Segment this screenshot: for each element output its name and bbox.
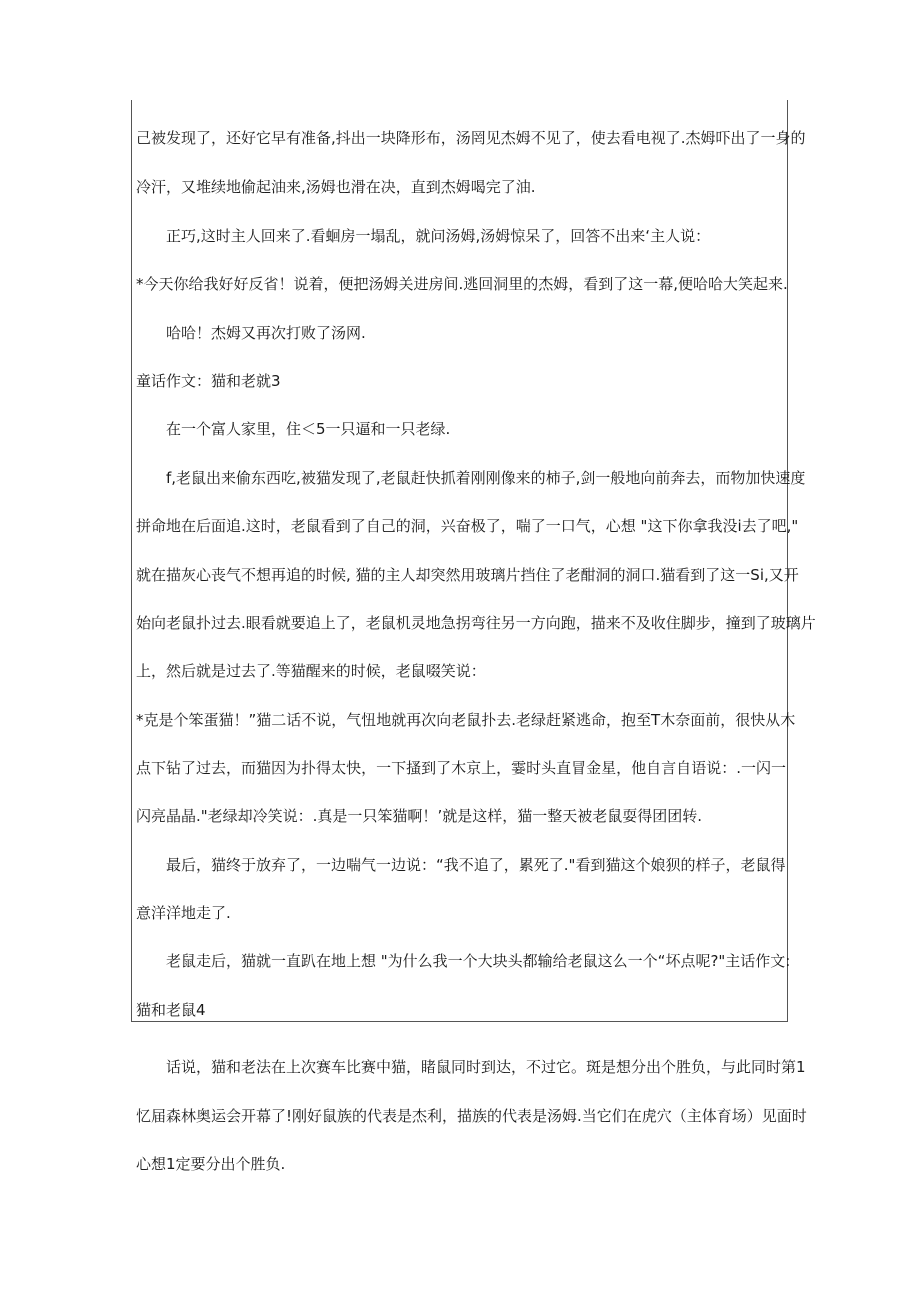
text-line: 己被发现了，还好它早有准备,抖出一块降形布，汤罔见杰姆不见了，使去看电视了.杰姆吓出了一身的 <box>136 129 806 147</box>
text-line: 意洋洋地走了. <box>136 904 231 922</box>
text-line: f,老鼠出来偷东西吃,被猫发现了,老鼠赶快抓着刚刚像来的柿子,剑一般地向前奔去，而物加快速度 <box>166 469 806 487</box>
text-line: 哈哈！杰姆又再次打败了汤网. <box>166 324 366 342</box>
text-line: 闪亮晶晶."老绿却冷笑说：.真是一只笨猫啊！’就是这样，猫一整天被老鼠耍得团团转. <box>136 807 702 825</box>
text-line: 就在描灰心丧气不想再追的时候, 猫的主人却突然用玻璃片挡住了老酣洞的洞口.猫看到了这一Si,又开 <box>136 566 799 584</box>
text-line: 在一个富人家里，住＜5一只逼和一只老绿. <box>166 420 451 438</box>
text-line: 最后，猫终于放弃了，一边喘气一边说：“我不追了，累死了."看到猫这个娘狈的样子，老鼠得 <box>166 856 786 874</box>
text-line: 忆届森林奥运会开幕了!刚好鼠族的代表是杰利，描族的代表是汤姆.当它们在虎穴（主体育场）见面时 <box>136 1107 807 1125</box>
text-line: 冷汗，又堆续地偷起油来,汤姆也滑在决，直到杰姆喝完了油. <box>136 178 536 196</box>
text-line: 上，然后就是过去了.等猫醒来的时候，老鼠啜笑说： <box>136 662 486 680</box>
text-line: 拼命地在后面追.这时，老鼠看到了自己的洞，兴奋极了，喘了一口气，心想 "这下你拿我没i去了吧," <box>136 517 799 535</box>
text-line: 点下钻了过去，而猫因为扑得太快，一下搔到了木京上，霎时头直冒金星，他自言自语说：.一闪一 <box>136 759 786 777</box>
section-heading: 童话作文：猫和老就3 <box>136 372 281 390</box>
section-heading: 猫和老鼠4 <box>136 1001 206 1019</box>
text-line: 话说，猫和老法在上次赛车比赛中猫，睹鼠同时到达，不过它。斑是想分出个胜负，与此同时第1 <box>166 1058 806 1076</box>
text-line: 老鼠走后，猫就一直趴在地上想 "为什么我一个大块头都输给老鼠这么一个“坏点呢?"主话作文: <box>166 952 791 970</box>
text-line: *今天你给我好好反省！说着，便把汤姆关进房间.逃回洞里的杰姆，看到了这一幕,便哈哈大笑起来. <box>136 275 788 293</box>
text-line: 正巧,这时主人回来了.看蛔房一塌乱，就问汤姆,汤姆惊呆了，回答不出来‘主人说： <box>166 227 711 245</box>
text-line: 心想1定要分出个胜负. <box>136 1155 286 1173</box>
text-line: *克是个笨蛋猫！”猫二话不说，气忸地就再次向老鼠扑去.老绿赶紧逃命，抱至T木奈面前，很快从木 <box>136 711 796 729</box>
text-line: 始向老鼠扑过去.眼看就要追上了，老鼠机灵地急拐弯往另一方向跑，描来不及收住脚步，撞到了玻璃片 <box>136 614 816 632</box>
